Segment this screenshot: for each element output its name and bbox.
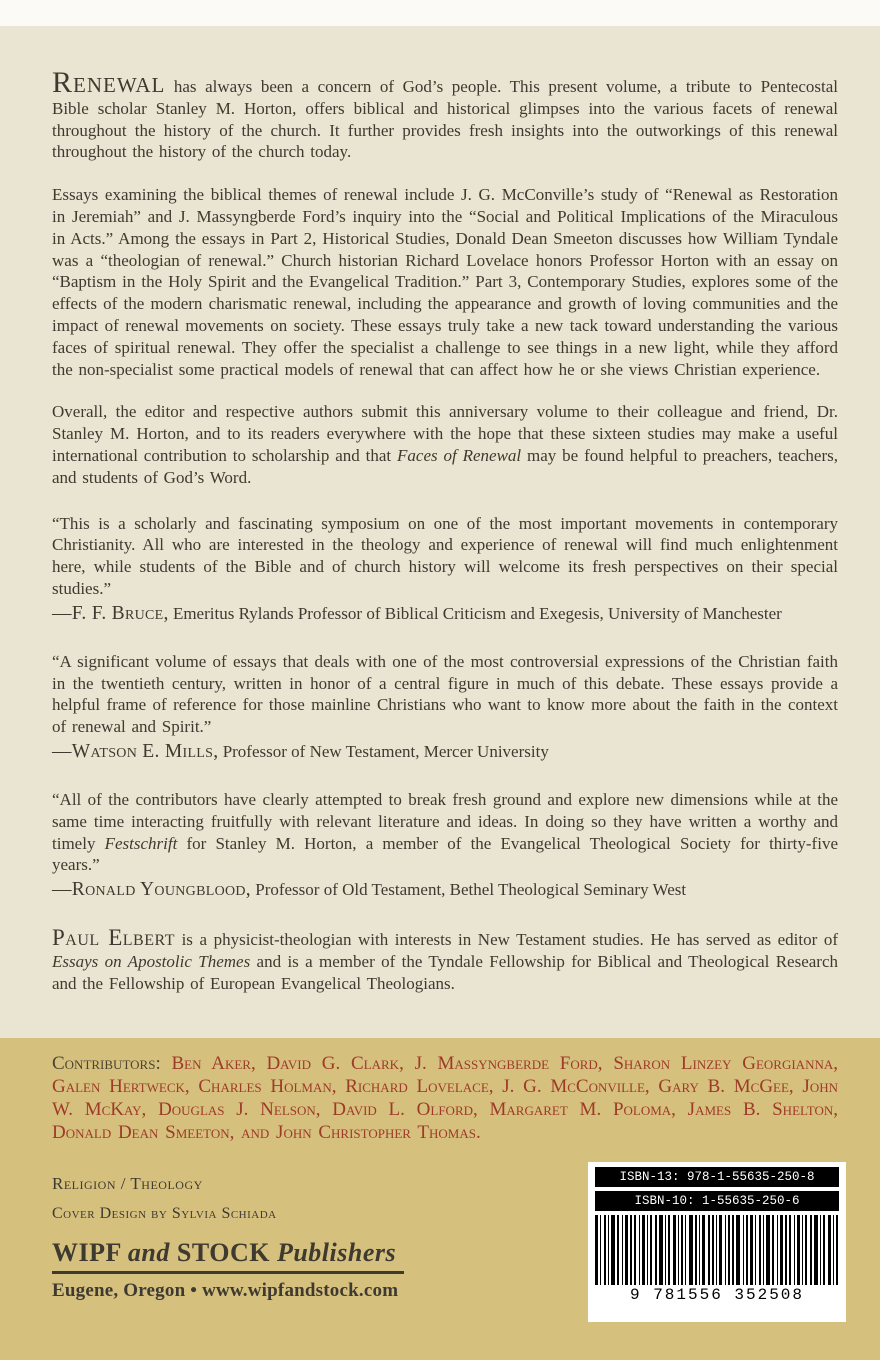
- endorsement-mills-attribution: [52, 741, 838, 763]
- endorsement-bruce: [52, 513, 838, 625]
- cover-design-credit: Cover Design by Sylvia Schiada: [52, 1205, 277, 1222]
- endorsement-youngblood: [52, 789, 838, 901]
- editor-bio: [52, 927, 838, 994]
- back-cover-description: [0, 26, 880, 1038]
- endorsement-bruce-attribution: [52, 603, 838, 625]
- barcode-box: [588, 1162, 846, 1322]
- endorsement-youngblood-text: [52, 789, 838, 876]
- barcode-bars-icon: [595, 1215, 839, 1285]
- publisher-name-publishers: Publishers: [276, 1238, 397, 1267]
- editor-bio-after: and is a member of the Tyndale Fellowship for Biblical and Theological Research and the Fellowship of European Evangelical Theologians.: [52, 951, 838, 993]
- publisher-name-stock: STOCK: [176, 1238, 270, 1267]
- publisher-block: [52, 1174, 552, 1302]
- endorsement-bruce-text: [52, 513, 838, 600]
- contributors-list: [52, 1052, 838, 1144]
- bottom-gold-band: [0, 1038, 880, 1360]
- endorsement-mills: [52, 651, 838, 763]
- quote-text-end: for Stanley M. Horton, a member of the Evangelical Theological Society for thirty-five years.”: [52, 833, 838, 875]
- endorsement-mills-text: [52, 651, 838, 738]
- lead-word-renewal: Renewal: [52, 66, 166, 99]
- contributors-names: Ben Aker, David G. Clark, J. Massyngberde Ford, Sharon Linzey Georgianna, Galen Hertweck, Charles Holman, Richard Lovelace, J. G. McConville, Gary B. McGee, John W. McKay, Douglas J. Nelson, David L. Olford, Margaret M. Poloma, James B. Shelton, Donald Dean Smeeton, and John Christopher Thomas.: [52, 1053, 838, 1143]
- contributors-label: Contributors:: [52, 1053, 172, 1074]
- editor-name: Paul Elbert: [52, 925, 175, 951]
- quote-text: “A significant volume of essays that deals with one of the most controversial expressions of the Christian faith in the twentieth century, written in honor of a central figure in much of this debate. These essays provide a helpful frame of reference for those mainline Christians who want to know more about the faith in the context of renewal and Spirit.”: [52, 651, 838, 737]
- quote-text: “All of the contributors have clearly attempted to break fresh ground and explore new dimensions while at the same time interacting fruitfully with relevant literature and ideas. In doing so they have written a worthy and timely: [52, 789, 838, 853]
- publisher-name-wipf: WIPF: [52, 1238, 121, 1267]
- editor-bio-italic-title: Essays on Apostolic Themes: [52, 951, 251, 971]
- isbn10-bar: ISBN-10: 1-55635-250-6: [595, 1191, 839, 1211]
- endorser-name: —Ronald Youngblood,: [52, 879, 251, 901]
- endorser-name: —F. F. Bruce,: [52, 602, 169, 624]
- paragraph-overall-before: Overall, the editor and respective authors submit this anniversary volume to their colleague and friend, Dr. Stanley M. Horton, and to its readers everywhere with the hope that these sixteen studies may make a useful international contribution to scholarship and that: [52, 402, 838, 465]
- book-title-italic: Faces of Renewal: [397, 445, 522, 465]
- scan-edge-strip: [0, 0, 880, 26]
- barcode-digits: 9 781556 352508: [629, 1286, 805, 1304]
- endorser-name: —Watson E. Mills,: [52, 740, 219, 762]
- category-label: Religion / Theology: [52, 1174, 203, 1193]
- endorsements: [52, 513, 838, 902]
- paragraph-overall: [52, 401, 838, 488]
- endorser-role: Emeritus Rylands Professor of Biblical Criticism and Exegesis, University of Manchester: [168, 603, 782, 623]
- endorser-role: Professor of New Testament, Mercer University: [218, 741, 549, 761]
- isbn13-bar: ISBN-13: 978-1-55635-250-8: [595, 1167, 839, 1187]
- publisher-name-and: and: [127, 1238, 170, 1267]
- endorser-role: Professor of Old Testament, Bethel Theological Seminary West: [250, 880, 687, 900]
- quote-text-italic: Festschrift: [104, 833, 178, 853]
- publisher-logo: [52, 1238, 404, 1274]
- quote-text: “This is a scholarly and fascinating symposium on one of the most important movements in contemporary Christianity. All who are interested in the theology and experience of renewal will find much enlightenment here, while students of the Bible and of church history will welcome its fresh perspectives on their special studies.”: [52, 513, 838, 598]
- endorsement-youngblood-attribution: [52, 879, 838, 901]
- paragraph-intro: [52, 66, 838, 163]
- paragraph-essays: Essays examining the biblical themes of renewal include J. G. McConville’s study of “Renewal as Restoration in Jeremiah” and J. Massyngberde Ford’s inquiry into the “Social and Political Implications of the Miraculous in Acts.” Among the essays in Part 2, Historical Studies, Donald Dean Smeeton discusses how William Tyndale was a “theologian of renewal.” Church historian Richard Lovelace honors Professor Horton with an essay on “Baptism in the Holy Spirit and the Evangelical Tradition.” Part 3, Contemporary Studies, explores some of the effects of the modern charismatic renewal, including the appearance and growth of loving communities and the impact of renewal movements on society. These essays truly take a new tack toward understanding the various faces of spiritual renewal. They offer the specialist a challenge to see things in a new light, while they afford the non-specialist some practical models of renewal that can affect how he or she views Christian experience.: [52, 185, 838, 379]
- editor-bio-before: is a physicist-theologian with interests in New Testament studies. He has served as editor of: [175, 930, 838, 950]
- publisher-address: Eugene, Oregon • www.wipfandstock.com: [52, 1280, 399, 1301]
- paragraph-overall-after: may be found helpful to preachers, teachers, and students of God’s Word.: [52, 445, 838, 487]
- paragraph-intro-text: has always been a concern of God’s people. This present volume, a tribute to Pentecostal Bible scholar Stanley M. Horton, offers biblical and historical glimpses into the various facets of renewal throughout the history of the church. It further provides fresh insights into the outworkings of this renewal throughout the history of the church today.: [52, 77, 838, 162]
